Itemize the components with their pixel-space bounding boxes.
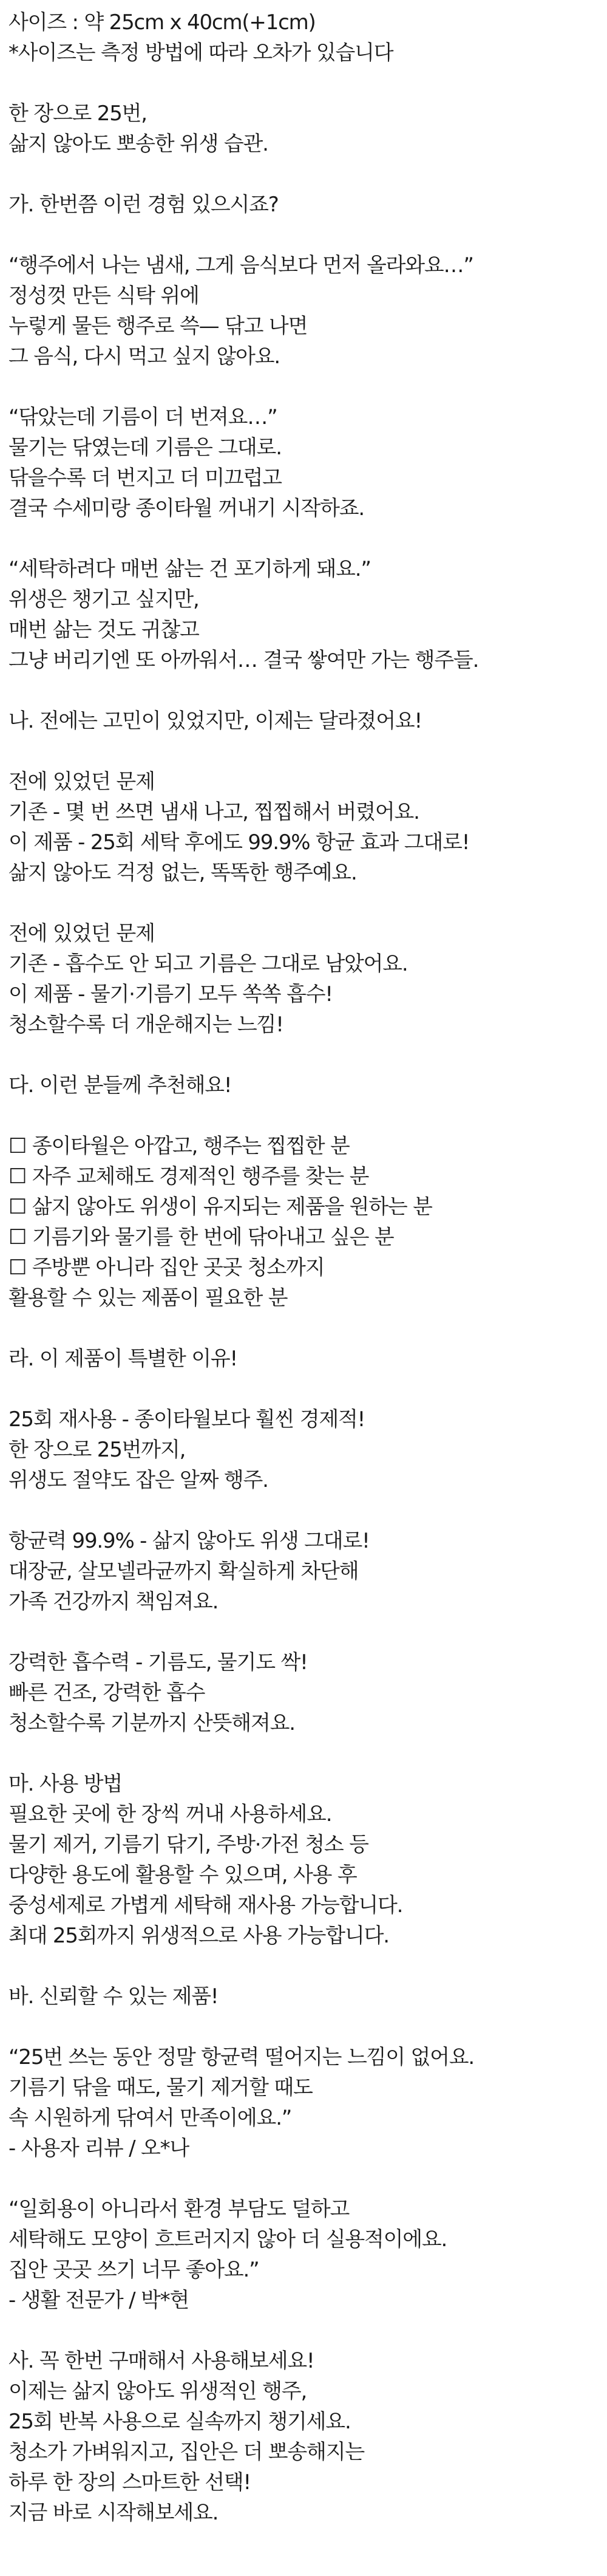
text-line: 청소할수록 더 개운해지는 느낌! [8, 1013, 283, 1037]
text-line: 한 장으로 25번, [8, 101, 147, 126]
blank-line [8, 1495, 599, 1526]
text-line: 25회 재사용 - 종이타월보다 훨씬 경제적! [8, 1407, 365, 1432]
text-line: 정성껏 만든 식탁 위에 [8, 284, 199, 308]
text-line: 삶지 않아도 뽀송한 위생 습관. [8, 132, 268, 156]
text-line: ☐ 삶지 않아도 위생이 유지되는 제품을 원하는 분 [8, 1195, 432, 1219]
text-line: ☐ 주방뿐 아니라 집안 곳곳 청소까지 [8, 1256, 325, 1280]
text-line: 매번 삶는 것도 귀찮고 [8, 618, 199, 642]
text-line: 라. 이 제품이 특별한 이유! [8, 1347, 237, 1371]
text-line: 다양한 용도에 활용할 수 있으며, 사용 후 [8, 1863, 357, 1887]
text-line: 가족 건강까지 책임져요. [8, 1590, 219, 1614]
text-line: 청소할수록 기분까지 산뜻해져요. [8, 1711, 295, 1735]
text-line: 사. 꼭 한번 구매해서 사용해보세요! [8, 2349, 314, 2373]
blank-line [8, 736, 599, 767]
blank-line [8, 524, 599, 554]
blank-line [8, 675, 599, 706]
blank-line [8, 2164, 599, 2194]
text-line: 대장균, 살모넬라균까지 확실하게 차단해 [8, 1559, 359, 1584]
text-line: 물기는 닦였는데 기름은 그대로. [8, 436, 282, 460]
blank-line [8, 1738, 599, 1769]
text-line: 활용할 수 있는 제품이 필요한 분 [8, 1286, 288, 1310]
text-line: 전에 있었던 문제 [8, 921, 155, 946]
blank-line [8, 68, 599, 98]
text-line: ☐ 종이타월은 아깝고, 행주는 찝찝한 분 [8, 1134, 350, 1158]
text-line: 물기 제거, 기름기 닦기, 주방·가전 청소 등 [8, 1833, 368, 1857]
text-line: 기름기 닦을 때도, 물기 제거할 때도 [8, 2075, 313, 2100]
text-line: 하루 한 장의 스마트한 선택! [8, 2470, 251, 2495]
text-line: 최대 25회까지 위생적으로 사용 가능합니다. [8, 1924, 389, 1948]
blank-line [8, 1313, 599, 1344]
blank-line [8, 1374, 599, 1404]
blank-line [8, 2315, 599, 2346]
text-line: 강력한 흡수력 - 기름도, 물기도 싹! [8, 1650, 308, 1675]
text-line: 25회 반복 사용으로 실속까지 챙기세요. [8, 2410, 351, 2434]
text-line: 한 장으로 25번까지, [8, 1438, 186, 1462]
text-line: 기존 - 흡수도 안 되고 기름은 그대로 남았어요. [8, 952, 408, 976]
text-line: 바. 신뢰할 수 있는 제품! [8, 1984, 219, 2009]
text-line: 빠른 건조, 강력한 흡수 [8, 1681, 205, 1705]
blank-line [8, 372, 599, 402]
text-line: 이제는 삶지 않아도 위생적인 행주, [8, 2379, 307, 2403]
text-line: 이 제품 - 25회 세탁 후에도 99.9% 항균 효과 그대로! [8, 830, 470, 855]
text-line: “닦았는데 기름이 더 번져요…” [8, 405, 277, 429]
blank-line [8, 1617, 599, 1647]
text-line: 청소가 가벼워지고, 집안은 더 뽀송해지는 [8, 2440, 364, 2464]
text-line: 세탁해도 모양이 흐트러지지 않아 더 실용적이에요. [8, 2227, 447, 2252]
text-line: 그냥 버리기엔 또 아까워서… 결국 쌓여만 가는 행주들. [8, 648, 479, 672]
text-line: 위생도 절약도 잡은 알짜 행주. [8, 1468, 268, 1492]
text-line: ☐ 기름기와 물기를 한 번에 닦아내고 싶은 분 [8, 1225, 394, 1249]
text-line: 다. 이런 분들께 추천해요! [8, 1073, 232, 1098]
blank-line [8, 2012, 599, 2042]
blank-line [8, 1951, 599, 1981]
text-line: 닦을수록 더 번지고 더 미끄럽고 [8, 466, 282, 490]
text-line: 전에 있었던 문제 [8, 770, 155, 794]
text-line: 가. 한번쯤 이런 경험 있으시죠? [8, 193, 279, 217]
text-line: *사이즈는 측정 방법에 따라 오차가 있습니다 [8, 41, 393, 65]
text-line: 위생은 챙기고 싶지만, [8, 587, 199, 612]
text-line: 누렇게 물든 행주로 쓱— 닦고 나면 [8, 314, 308, 338]
blank-line [8, 159, 599, 190]
text-line: 그 음식, 다시 먹고 싶지 않아요. [8, 344, 280, 369]
blank-line [8, 888, 599, 918]
text-line: 결국 수세미랑 종이타월 꺼내기 시작하죠. [8, 496, 364, 521]
blank-line [8, 220, 599, 250]
text-line: 속 시원하게 닦여서 만족이에요.” [8, 2106, 292, 2130]
text-line: 마. 사용 방법 [8, 1772, 123, 1796]
blank-line [8, 1040, 599, 1070]
text-line: “25번 쓰는 동안 정말 항균력 떨어지는 느낌이 없어요. [8, 2045, 475, 2069]
text-line: 지금 바로 시작해보세요. [8, 2501, 219, 2525]
text-line: - 사용자 리뷰 / 오*나 [8, 2136, 189, 2161]
text-line: 나. 전에는 고민이 있었지만, 이제는 달라졌어요! [8, 709, 422, 733]
text-line: “세탁하려다 매번 삶는 건 포기하게 돼요.” [8, 557, 371, 581]
text-line: - 생활 전문가 / 박*현 [8, 2288, 189, 2312]
text-line: 항균력 99.9% - 삶지 않아도 위생 그대로! [8, 1529, 370, 1553]
text-line: ☐ 자주 교체해도 경제적인 행주를 찾는 분 [8, 1164, 369, 1189]
text-line: 필요한 곳에 한 장씩 꺼내 사용하세요. [8, 1802, 332, 1826]
text-line: 사이즈 : 약 25cm x 40cm(+1cm) [8, 10, 316, 35]
text-line: 기존 - 몇 번 쓰면 냄새 나고, 찝찝해서 버렸어요. [8, 800, 419, 824]
text-line: 중성세제로 가볍게 세탁해 재사용 가능합니다. [8, 1893, 403, 1918]
text-line: 이 제품 - 물기·기름기 모두 쏙쏙 흡수! [8, 982, 333, 1006]
description-text [8, 7, 599, 2528]
text-line: 집안 곳곳 쓰기 너무 좋아요.” [8, 2258, 259, 2282]
blank-line [8, 1101, 599, 1131]
text-line: “일회용이 아니라서 환경 부담도 덜하고 [8, 2197, 350, 2221]
text-line: 삶지 않아도 걱정 없는, 똑똑한 행주예요. [8, 861, 357, 885]
text-line: “행주에서 나는 냄새, 그게 음식보다 먼저 올라와요…” [8, 253, 473, 278]
